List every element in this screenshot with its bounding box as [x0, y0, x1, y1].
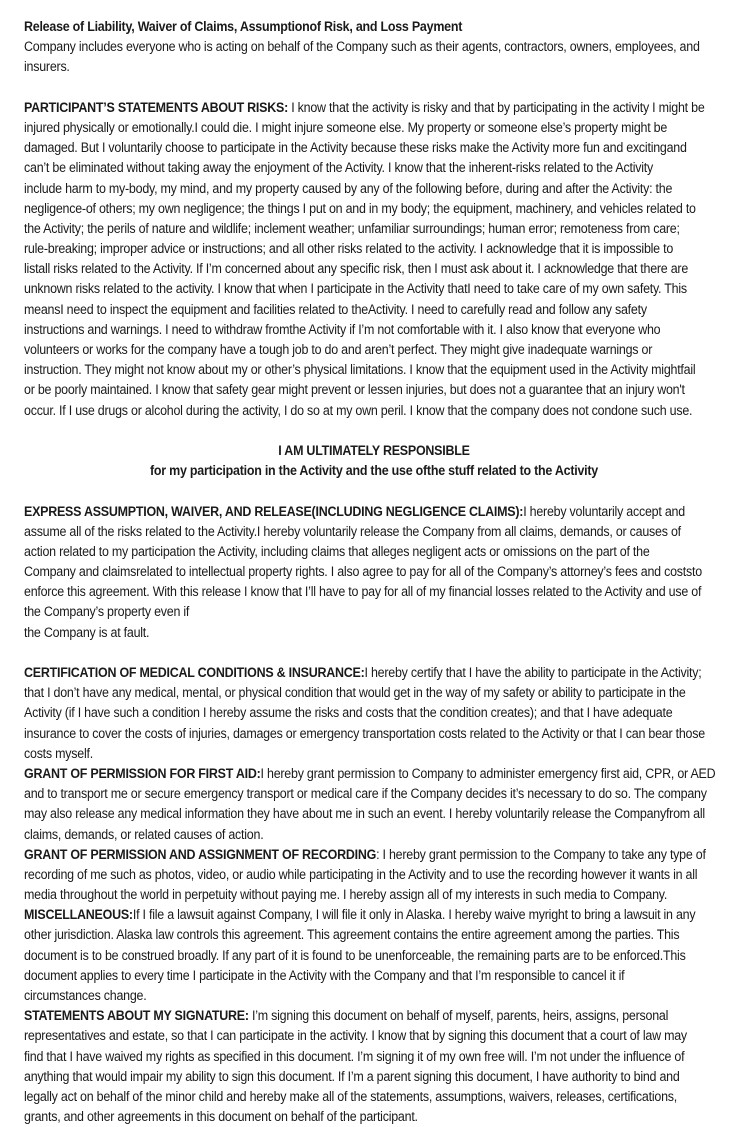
- risks-line: rule-breaking; improper advice or instructions; and all other risks related to the activity. I acknowledge that it is impossible to: [24, 241, 674, 257]
- risks-section: [24, 98, 724, 421]
- signature-line: representatives and estate, so that I can participate in the activity. I know that by signing this document that a court of law may: [24, 1028, 687, 1044]
- first-aid-line: claims, demands, or related causes of action.: [24, 826, 264, 842]
- spacer: [24, 78, 724, 98]
- first-aid-text: I hereby grant permission to Company to administer emergency first aid, CPR, or AED: [260, 765, 716, 781]
- medical-line: insurance to cover the costs of injuries, damages or emergency transportation costs related to the Activity or that I can bear those: [24, 725, 705, 741]
- responsible-statement: [24, 441, 724, 481]
- first-aid-section: [24, 764, 724, 845]
- risks-line: instructions and warnings. I need to withdraw fromthe Activity if I’m not comfortable with it. I also know that everyone who: [24, 321, 661, 337]
- misc-line: document is to be construed broadly. If any part of it is found to be unenforceable, the remaining parts are to be enforced.This: [24, 947, 686, 963]
- recording-section: [24, 845, 724, 906]
- express-line: action related to my participation the Activity, including claims that alleges negligent acts or omissions on the part of the: [24, 543, 650, 559]
- express-text: I hereby voluntarily accept and: [523, 503, 685, 519]
- express-line: enforce this agreement. With this release I know that I’ll have to pay for all of my financial losses related to the Activity and use of: [24, 584, 702, 600]
- recording-first-line: [24, 845, 706, 865]
- express-first-line: [24, 502, 685, 522]
- risks-line: or be poorly maintained. I know that safety gear might prevent or lessen injuries, but does not a guarantee that an injury won't: [24, 382, 685, 398]
- signature-heading: STATEMENTS ABOUT MY SIGNATURE:: [24, 1008, 249, 1024]
- medical-first-line: [24, 663, 702, 683]
- intro-paragraph: [24, 37, 724, 77]
- risks-heading: PARTICIPANT’S STATEMENTS ABOUT RISKS:: [24, 99, 288, 115]
- medical-line: Activity (if I have such a condition I hereby assume the risks and costs that the condition creates); and that I have adequate: [24, 705, 673, 721]
- risks-line: unknown risks related to the activity. I know that when I participate in the Activity thatI need to take care of my own safety. This: [24, 281, 687, 297]
- document-title: Release of Liability, Waiver of Claims, Assumptionof Risk, and Loss Payment: [24, 19, 463, 34]
- risks-line: negligence-of others; my own negligence; the things I put on and in my body; the equipment, machinery, and vehicles related to: [24, 200, 696, 216]
- express-line: assume all of the risks related to the Activity.I hereby voluntarily release the Company from all claims, demands, or causes of: [24, 523, 681, 539]
- express-line: Company and claimsrelated to intellectual property rights. I also agree to pay for all of the Company’s attorney’s fees and coststo: [24, 564, 702, 580]
- spacer: [24, 421, 724, 441]
- risks-line: include harm to my-body, my mind, and my property caused by any of the following before, during and after the Activity: the: [24, 180, 673, 196]
- express-line: the Company is at fault.: [24, 624, 150, 640]
- risks-line: volunteers or works for the company have a tough job to do and aren’t perfect. They might give inadequate warnings or: [24, 342, 653, 357]
- first-aid-line: and to transport me or secure emergency transport or medical care if the Company decides it’s necessary to do so. The company: [24, 786, 707, 802]
- signature-line: grants, and other agreements in this document on behalf of the participant.: [24, 1109, 418, 1125]
- responsible-subheading: for my participation in the Activity and the use ofthe stuff related to the Activity: [150, 463, 598, 479]
- risks-line: damaged. But I voluntarily choose to participate in the Activity because these risks make the Activity more fun and excitingand: [24, 140, 687, 156]
- risks-line: meansI need to inspect the equipment and facilities related to theActivity. I need to carefully read and follow any safety: [24, 301, 647, 317]
- medical-heading: CERTIFICATION OF MEDICAL CONDITIONS & INSURANCE:: [24, 665, 365, 680]
- medical-section: [24, 663, 724, 764]
- misc-first-line: [24, 905, 696, 925]
- first-aid-heading: GRANT OF PERMISSION FOR FIRST AID:: [24, 765, 261, 781]
- signature-text: I’m signing this document on behalf of myself, parents, heirs, assigns, personal: [248, 1008, 669, 1024]
- medical-line: that I don’t have any medical, mental, or physical condition that would get in the way of my safety or ability to participate in the: [24, 685, 686, 701]
- risks-line: occur. If I use drugs or alcohol during the activity, I do so at my own peril. I know that the company does not condone such use.: [24, 402, 693, 418]
- risks-line: listall risks related to the Activity. If I’m concerned about any specific risk, then I must ask about it. I acknowledge that there are: [24, 261, 689, 277]
- spacer: [24, 481, 724, 501]
- misc-line: other jurisdiction. Alaska law controls this agreement. This agreement contains the entire agreement among the parties. This: [24, 927, 680, 943]
- responsible-heading: I AM ULTIMATELY RESPONSIBLE: [278, 442, 470, 458]
- risks-line: can’t be eliminated without taking away the enjoyment of the Activity. I know that the inherent-risks related to the Activity: [24, 160, 653, 176]
- express-section: [24, 502, 724, 643]
- signature-line: find that I have waived my rights as specified in this document. I’m signing it of my own free will. I’m not under the influence of: [24, 1048, 685, 1064]
- risks-first-line: [24, 98, 705, 118]
- misc-heading: MISCELLANEOUS:: [24, 907, 133, 923]
- misc-section: [24, 905, 724, 1006]
- signature-line: anything that would impair my ability to sign this document. If I’m a parent signing this document, I have authority to bind and: [24, 1068, 680, 1084]
- recording-heading: GRANT OF PERMISSION AND ASSIGNMENT OF RECORDING: [24, 846, 377, 862]
- spacer: [24, 643, 724, 663]
- risks-line: instruction. They might not know about my or other’s physical limitations. I know that the equipment used in the Activity mightfail: [24, 362, 696, 378]
- recording-line: recording of me such as photos, video, or audio while participating in the Activity and to use the recording however it wants in all: [24, 866, 698, 882]
- intro-line: insurers.: [24, 59, 70, 75]
- express-line: the Company’s property even if: [24, 604, 190, 620]
- first-aid-first-line: [24, 764, 716, 784]
- signature-first-line: [24, 1006, 675, 1026]
- medical-text: I hereby certify that I have the ability to participate in the Activity;: [364, 665, 702, 680]
- recording-line: media throughout the world in perpetuity without paying me. I hereby assign all of my interests in such media to Company.: [24, 887, 668, 903]
- risks-line: injured physically or emotionally.I could die. I might injure someone else. My property or someone else’s property might be: [24, 119, 668, 135]
- first-aid-line: may also release any medical information they have about me in such an event. I hereby voluntarily release the Companyfrom all: [24, 806, 705, 822]
- risks-line: the Activity; the perils of nature and wildlife; inclement weather; unfamiliar surroundings; human error; remoteness from care;: [24, 220, 680, 236]
- intro-line: Company includes everyone who is acting on behalf of the Company such as their agents, contractors, owners, employees, and: [24, 39, 700, 55]
- express-heading: EXPRESS ASSUMPTION, WAIVER, AND RELEASE(INCLUDING NEGLIGENCE CLAIMS):: [24, 503, 524, 519]
- misc-line: document applies to every time I participate in the Activity with the Company and that I’m responsible to cancel it if: [24, 967, 625, 983]
- recording-text: : I hereby grant permission to the Company to take any type of: [376, 846, 706, 862]
- medical-line: costs myself.: [24, 745, 93, 761]
- misc-line: circumstances change.: [24, 988, 147, 1003]
- risks-text: I know that the activity is risky and that by participating in the activity I might be: [287, 99, 705, 115]
- misc-text: If I file a lawsuit against Company, I will file it only in Alaska. I hereby waive myright to bring a lawsuit in any: [132, 907, 696, 923]
- signature-line: legally act on behalf of the minor child and hereby make all of the statements, assumptions, waivers, releases, certifications,: [24, 1088, 677, 1104]
- signature-section: [24, 1006, 724, 1127]
- waiver-document: [24, 17, 724, 1127]
